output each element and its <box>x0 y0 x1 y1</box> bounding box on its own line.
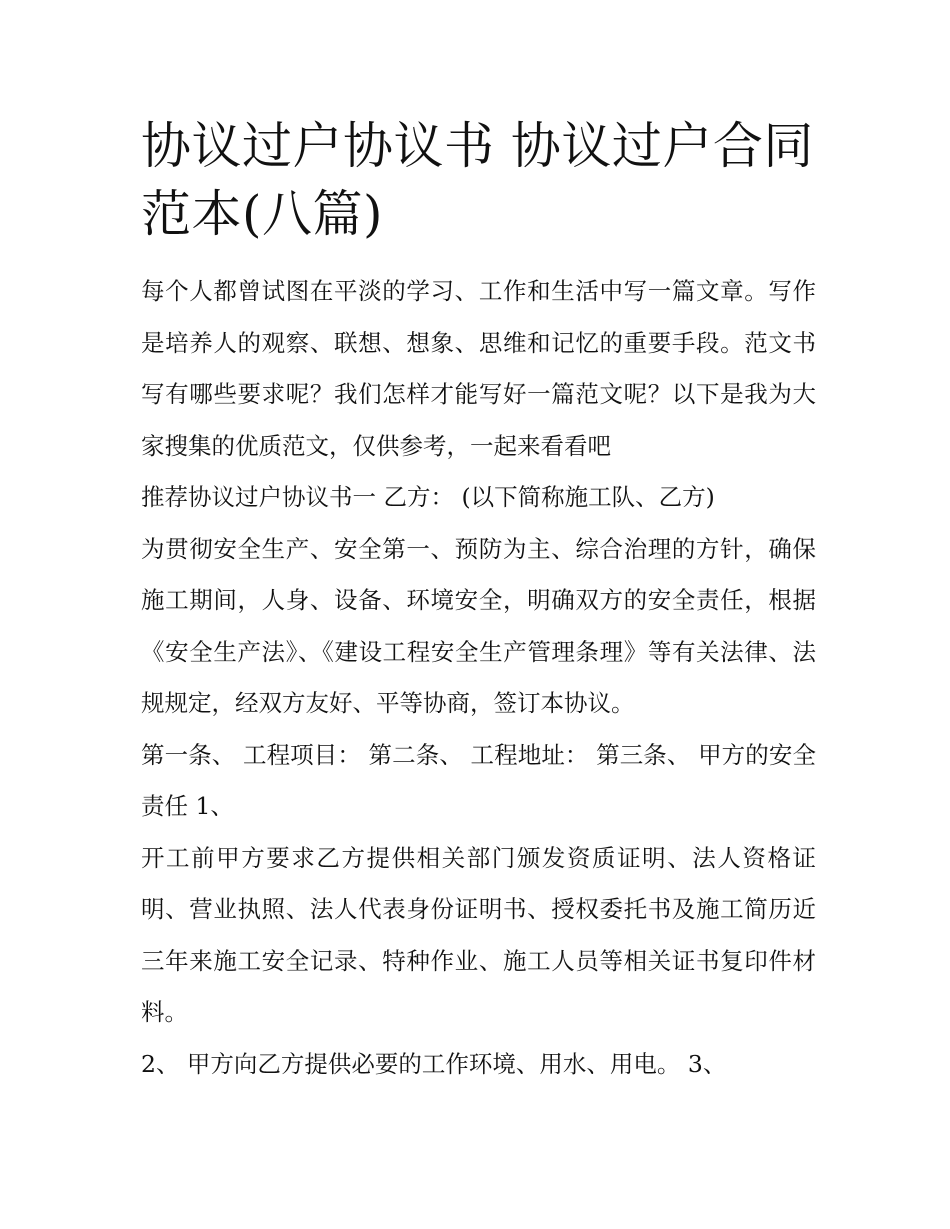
paragraph-requirements: 开工前甲方要求乙方提供相关部门颁发资质证明、法人资格证明、营业执照、法人代表身份证明书、授权委托书及施工简历近三年来施工安全记录、特种作业、施工人员等相关证书复印件材料。 <box>141 843 816 1026</box>
paragraph-intro: 每个人都曾试图在平淡的学习、工作和生活中写一篇文章。写作是培养人的观察、联想、想象、思维和记忆的重要手段。范文书写有哪些要求呢？我们怎样才能写好一篇范文呢？以下是我为大家搜集的优质范文，仅供参考，一起来看看吧 <box>141 277 816 460</box>
document-title: 协议过户协议书 协议过户合同范本(八篇) <box>141 117 814 243</box>
paragraph-recommend-heading: 推荐协议过户协议书一 乙方： (以下简称施工队、乙方) <box>141 483 715 511</box>
paragraph-provisions: 2、 甲方向乙方提供必要的工作环境、用水、用电。 3、 <box>141 1049 727 1078</box>
paragraph-purpose: 为贯彻安全生产、安全第一、预防为主、综合治理的方针，确保施工期间，人身、设备、环境安全，明确双方的安全责任，根据《安全生产法》、《建设工程安全生产管理条理》等有关法律、法规规定，经双方友好、平等协商，签订本协议。 <box>141 534 816 717</box>
document-body <box>141 266 816 1090</box>
paragraph-articles: 第一条、 工程项目： 第二条、 工程地址： 第三条、 甲方的安全责任 1、 <box>141 740 816 820</box>
document-page <box>141 112 816 1090</box>
